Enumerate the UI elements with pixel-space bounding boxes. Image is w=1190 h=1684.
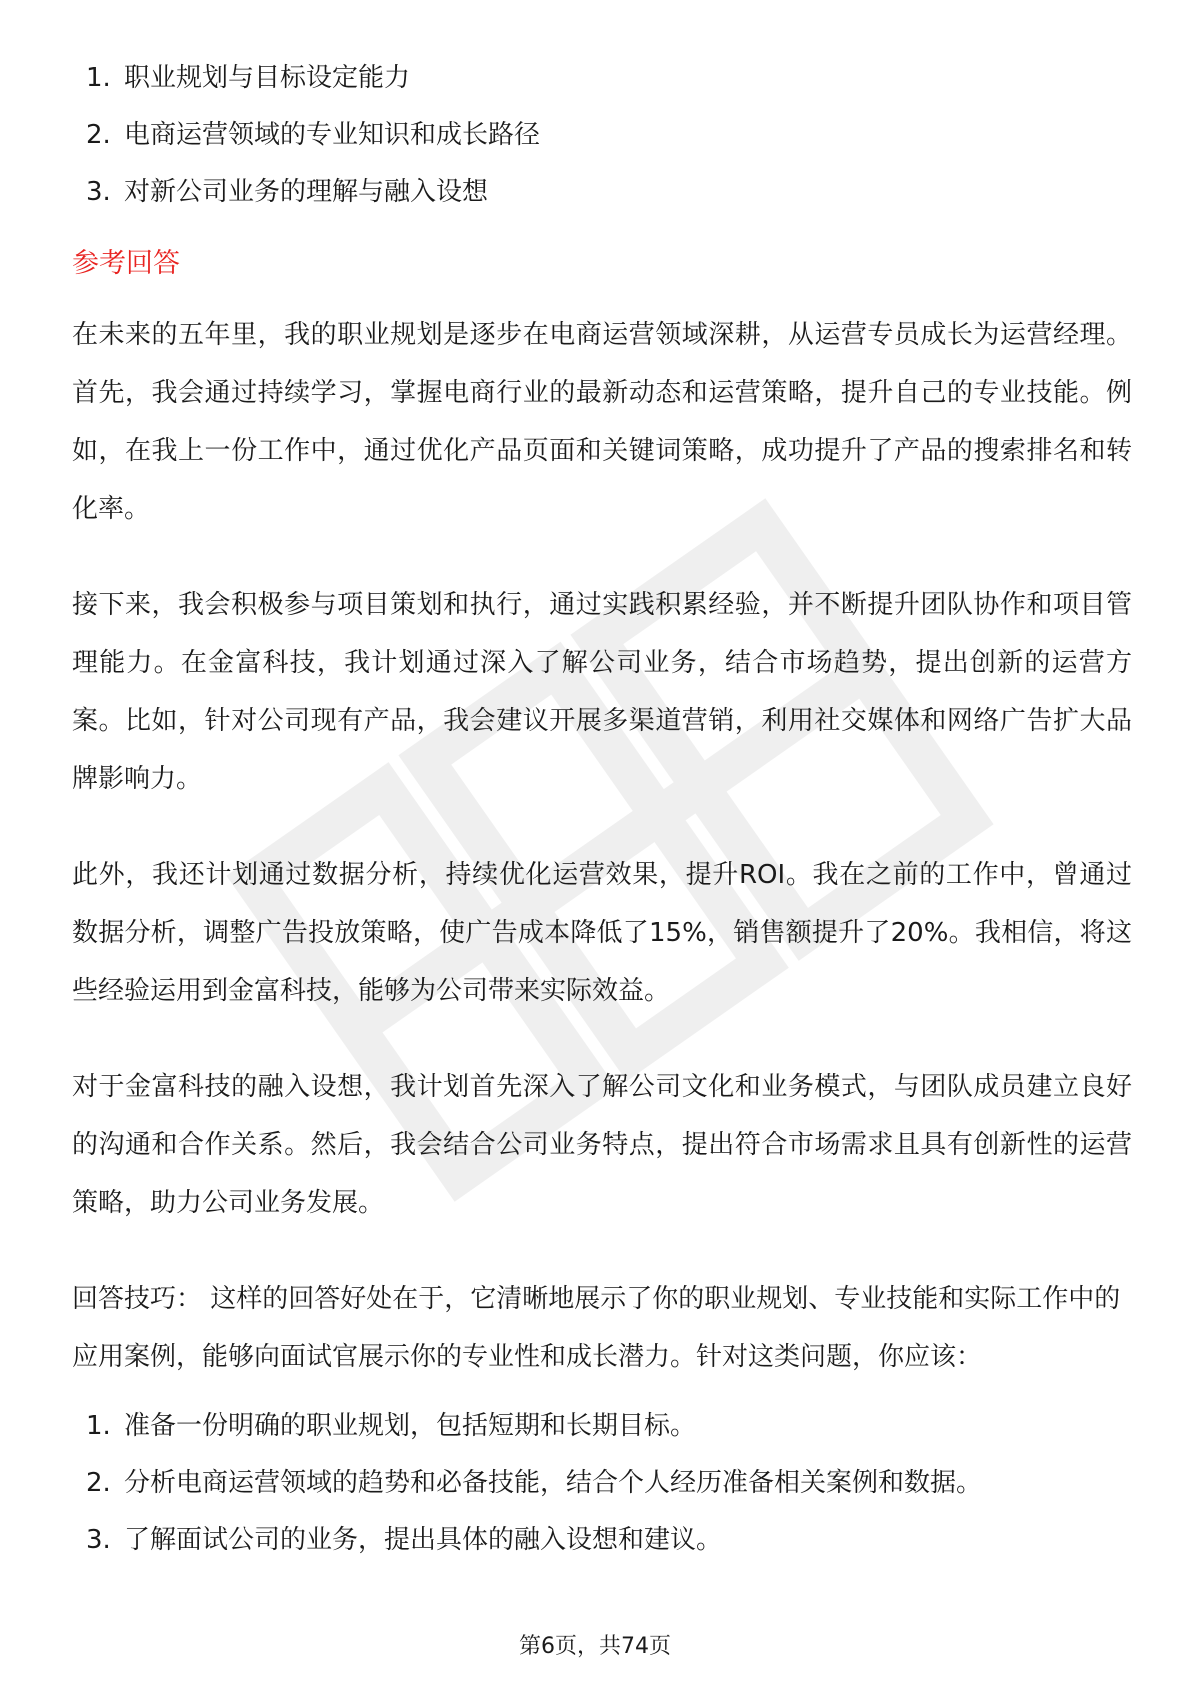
- list-text: 职业规划与目标设定能力: [124, 63, 411, 93]
- section-title: 参考回答: [72, 248, 180, 279]
- list-item: [72, 1406, 1132, 1446]
- document-body: [72, 58, 1132, 1560]
- list-number: 2.: [86, 1468, 111, 1498]
- answer-paragraph: 接下来，我会积极参与项目策划和执行，通过实践积累经验，并不断提升团队协作和项目管理能力。在金富科技，我计划通过深入了解公司业务，结合市场趋势，提出创新的运营方案。比如，针对公司现有产品，我会建议开展多渠道营销，利用社交媒体和网络广告扩大品牌影响力。: [72, 590, 1132, 794]
- list-text: 了解面试公司的业务，提出具体的融入设想和建议。: [124, 1525, 723, 1555]
- list-text: 准备一份明确的职业规划，包括短期和长期目标。: [124, 1411, 697, 1441]
- list-number: 2.: [86, 120, 111, 150]
- tips-paragraph: 回答技巧： 这样的回答好处在于，它清晰地展示了你的职业规划、专业技能和实际工作中的应用案例，能够向面试官展示你的专业性和成长潜力。针对这类问题，你应该：: [72, 1284, 1121, 1372]
- list-text: 对新公司业务的理解与融入设想: [124, 177, 489, 207]
- list-number: 3.: [86, 1525, 111, 1555]
- intro-list: [72, 58, 1132, 212]
- list-number: 1.: [86, 63, 111, 93]
- list-text: 分析电商运营领域的趋势和必备技能，结合个人经历准备相关案例和数据。: [124, 1468, 983, 1498]
- list-number: 3.: [86, 177, 111, 207]
- list-text: 电商运营领域的专业知识和成长路径: [124, 120, 541, 150]
- list-item: [72, 172, 1132, 212]
- list-item: [72, 58, 1132, 98]
- list-number: 1.: [86, 1411, 111, 1441]
- list-item: [72, 115, 1132, 155]
- answer-paragraph: 在未来的五年里，我的职业规划是逐步在电商运营领域深耕，从运营专员成长为运营经理。首先，我会通过持续学习，掌握电商行业的最新动态和运营策略，提升自己的专业技能。例如，在我上一份工作中，通过优化产品页面和关键词策略，成功提升了产品的搜索排名和转化率。: [72, 320, 1132, 524]
- tips-list: [72, 1406, 1132, 1560]
- page-footer: 第6页，共74页: [519, 1634, 671, 1659]
- list-item: [72, 1520, 1132, 1560]
- list-item: [72, 1463, 1132, 1503]
- answer-paragraph: 此外，我还计划通过数据分析，持续优化运营效果，提升ROI。我在之前的工作中，曾通过数据分析，调整广告投放策略，使广告成本降低了15%，销售额提升了20%。我相信，将这些经验运用到金富科技，能够为公司带来实际效益。: [72, 860, 1132, 1006]
- answer-paragraph: 对于金富科技的融入设想，我计划首先深入了解公司文化和业务模式，与团队成员建立良好的沟通和合作关系。然后，我会结合公司业务特点，提出符合市场需求且具有创新性的运营策略，助力公司业务发展。: [72, 1072, 1132, 1218]
